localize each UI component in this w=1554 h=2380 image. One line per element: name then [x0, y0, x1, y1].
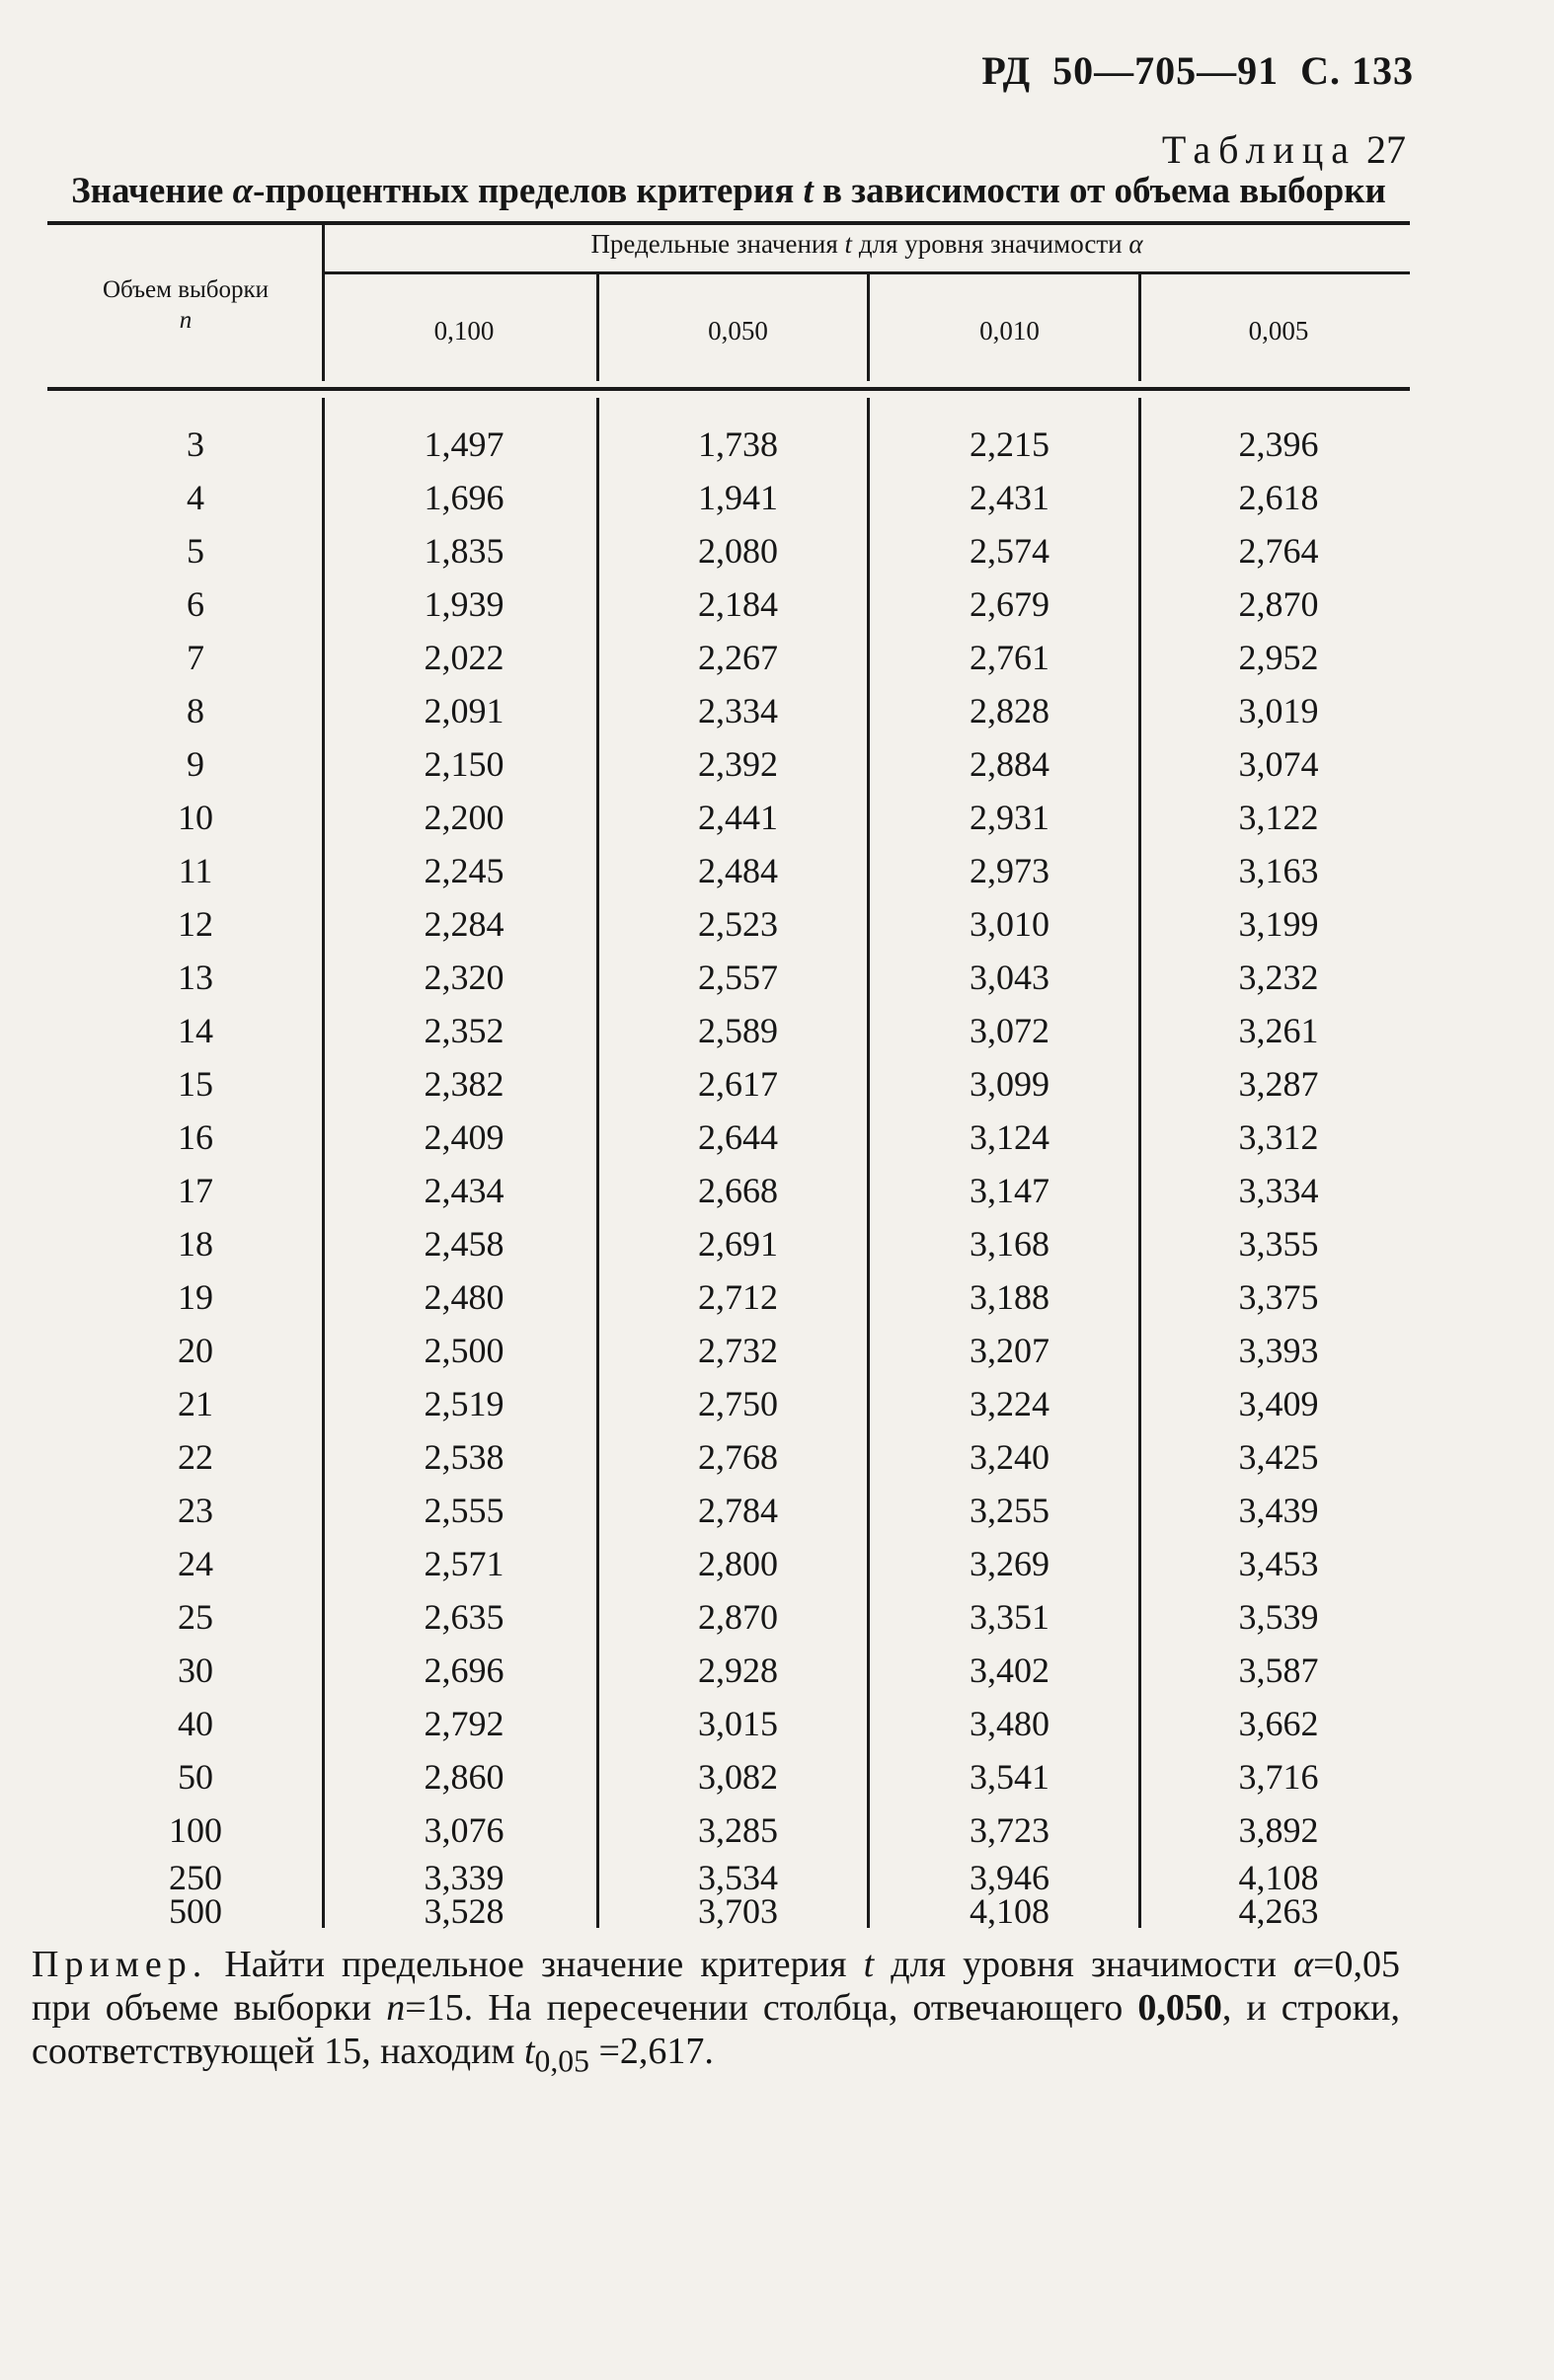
table-row	[0, 1004, 1554, 1057]
t-subscript: 0,05	[534, 2043, 589, 2079]
sample-size-label: Объем выборки	[102, 276, 270, 303]
value-cell: 3,425	[1238, 1437, 1319, 1477]
value-cell: 2,571	[424, 1544, 505, 1583]
value-cell: 2,800	[698, 1544, 778, 1583]
value-cell: 2,080	[698, 531, 778, 571]
sample-size-cell: 500	[169, 1891, 222, 1931]
value-cell: 3,393	[1238, 1331, 1319, 1370]
value-cell: 2,434	[424, 1171, 505, 1210]
value-cell: 2,519	[424, 1384, 505, 1423]
value-cell: 2,768	[698, 1437, 778, 1477]
doc-code: РД	[981, 48, 1032, 93]
value-cell: 2,696	[424, 1651, 505, 1690]
value-cell: 2,555	[424, 1491, 505, 1530]
table-title-part: Значение	[71, 171, 233, 211]
example-text: =0,05 при объеме выборки	[32, 1944, 1400, 2029]
sample-size-cell: 3	[187, 424, 204, 464]
sample-size-cell: 18	[178, 1224, 213, 1264]
value-cell: 2,458	[424, 1224, 505, 1264]
value-cell: 3,082	[698, 1757, 778, 1797]
n-symbol: n	[179, 307, 193, 335]
value-cell: 2,184	[698, 584, 778, 624]
table-row	[0, 1377, 1554, 1430]
value-cell: 2,523	[698, 904, 778, 944]
alpha-symbol: α	[1293, 1944, 1314, 1985]
table-title-part: -процентных пределов критерия	[253, 171, 804, 211]
sample-size-cell: 22	[178, 1437, 213, 1477]
value-cell: 3,147	[970, 1171, 1049, 1210]
value-cell: 3,703	[698, 1891, 778, 1931]
value-cell: 3,439	[1238, 1491, 1319, 1530]
value-cell: 4,108	[970, 1891, 1049, 1931]
value-cell: 3,188	[970, 1277, 1049, 1317]
sample-size-cell: 30	[178, 1651, 213, 1690]
table-row	[0, 684, 1554, 737]
value-cell: 4,108	[1238, 1858, 1319, 1897]
value-cell: 3,261	[1238, 1011, 1319, 1050]
value-cell: 2,538	[424, 1437, 505, 1477]
value-cell: 2,574	[970, 531, 1049, 571]
header-text: Предельные значения	[590, 229, 845, 259]
value-cell: 2,500	[424, 1331, 505, 1370]
value-cell: 3,019	[1238, 691, 1319, 730]
example-text: =15. На пересечении столбца, отвечающего	[405, 1987, 1138, 2029]
value-cell: 3,716	[1238, 1757, 1319, 1797]
sample-size-cell: 24	[178, 1544, 213, 1583]
sample-size-header	[47, 274, 324, 337]
value-cell: 3,312	[1238, 1117, 1319, 1157]
table-row	[0, 1697, 1554, 1750]
table-row	[0, 1860, 1554, 1895]
value-cell: 2,828	[970, 691, 1049, 730]
page-number: С. 133	[1300, 48, 1414, 93]
t-symbol: t	[803, 171, 814, 211]
sample-size-cell: 10	[178, 798, 213, 837]
example-text: для уровня значимости	[874, 1944, 1294, 1985]
value-cell: 3,124	[970, 1117, 1049, 1157]
value-cell: 1,939	[424, 584, 505, 624]
value-cell: 2,952	[1238, 638, 1319, 677]
sample-size-cell: 20	[178, 1331, 213, 1370]
value-cell: 3,232	[1238, 958, 1319, 997]
value-cell: 3,043	[970, 958, 1049, 997]
value-cell: 2,352	[424, 1011, 505, 1050]
sample-size-cell: 11	[178, 851, 213, 890]
sample-size-cell: 50	[178, 1757, 213, 1797]
sample-size-cell: 9	[187, 744, 204, 784]
value-cell: 3,662	[1238, 1704, 1319, 1743]
value-cell: 2,215	[970, 424, 1049, 464]
sample-size-cell: 7	[187, 638, 204, 677]
level-header-0010: 0,010	[979, 316, 1040, 345]
example-text: Найти предельное значение критерия	[207, 1944, 864, 1985]
value-cell: 2,382	[424, 1064, 505, 1104]
value-cell: 3,351	[970, 1597, 1049, 1637]
value-cell: 3,375	[1238, 1277, 1319, 1317]
value-cell: 2,441	[698, 798, 778, 837]
sample-size-cell: 17	[178, 1171, 213, 1210]
table-row	[0, 1644, 1554, 1697]
value-cell: 2,618	[1238, 478, 1319, 517]
table-row	[0, 897, 1554, 951]
sample-size-cell: 100	[169, 1810, 222, 1850]
example-label: Пример.	[32, 1944, 208, 1985]
doc-number: 50—705—91	[1052, 48, 1280, 93]
header-text: для уровня значимости	[852, 229, 1129, 259]
value-cell: 2,022	[424, 638, 505, 677]
value-cell: 3,015	[698, 1704, 778, 1743]
value-cell: 3,269	[970, 1544, 1049, 1583]
value-cell: 3,334	[1238, 1171, 1319, 1210]
value-cell: 3,076	[424, 1810, 505, 1850]
table-row	[0, 631, 1554, 684]
alpha-symbol: α	[232, 171, 254, 211]
value-cell: 3,402	[970, 1651, 1049, 1690]
value-cell: 2,860	[424, 1757, 505, 1797]
value-cell: 1,941	[698, 478, 778, 517]
value-cell: 3,587	[1238, 1651, 1319, 1690]
value-cell: 2,870	[1238, 584, 1319, 624]
value-cell: 3,285	[698, 1810, 778, 1850]
sample-size-cell: 16	[178, 1117, 213, 1157]
value-cell: 2,679	[970, 584, 1049, 624]
table-label-number: 27	[1366, 127, 1406, 172]
value-cell: 3,163	[1238, 851, 1319, 890]
table-label-word: Таблица	[1161, 127, 1357, 172]
value-cell: 3,287	[1238, 1064, 1319, 1104]
column-group-header	[324, 229, 1410, 260]
value-cell: 2,691	[698, 1224, 778, 1264]
value-cell: 3,892	[1238, 1810, 1319, 1850]
page-header	[981, 47, 1414, 94]
value-cell: 2,334	[698, 691, 778, 730]
sample-size-cell: 6	[187, 584, 204, 624]
value-cell: 2,409	[424, 1117, 505, 1157]
table-row	[0, 791, 1554, 844]
value-cell: 3,207	[970, 1331, 1049, 1370]
t-symbol: t	[863, 1944, 875, 1985]
alpha-symbol: α	[1128, 229, 1143, 259]
value-cell: 3,534	[698, 1858, 778, 1897]
bold-level-value: 0,050	[1137, 1987, 1222, 2029]
value-cell: 1,738	[698, 424, 778, 464]
value-cell: 3,480	[970, 1704, 1049, 1743]
table-row	[0, 1324, 1554, 1377]
value-cell: 3,224	[970, 1384, 1049, 1423]
value-cell: 2,764	[1238, 531, 1319, 571]
value-cell: 4,263	[1238, 1891, 1319, 1931]
value-cell: 2,484	[698, 851, 778, 890]
table-row	[0, 1164, 1554, 1217]
value-cell: 2,200	[424, 798, 505, 837]
value-cell: 2,870	[698, 1597, 778, 1637]
table-row	[0, 1804, 1554, 1857]
table-row	[0, 1217, 1554, 1270]
t-symbol: t	[844, 229, 853, 259]
value-cell: 2,668	[698, 1171, 778, 1210]
value-cell: 2,784	[698, 1491, 778, 1530]
sample-size-cell: 8	[187, 691, 204, 730]
value-cell: 2,761	[970, 638, 1049, 677]
value-cell: 3,339	[424, 1858, 505, 1897]
example-paragraph	[32, 1943, 1400, 2084]
value-cell: 3,122	[1238, 798, 1319, 837]
table-title-part: в зависимости от объема выборки	[813, 171, 1386, 211]
value-cell: 2,267	[698, 638, 778, 677]
table-row	[0, 1111, 1554, 1164]
value-cell: 3,099	[970, 1064, 1049, 1104]
value-cell: 2,431	[970, 478, 1049, 517]
table-label	[1162, 126, 1406, 173]
t-symbol: t	[523, 2031, 535, 2072]
value-cell: 2,732	[698, 1331, 778, 1370]
sample-size-cell: 14	[178, 1011, 213, 1050]
value-cell: 2,091	[424, 691, 505, 730]
value-cell: 2,557	[698, 958, 778, 997]
sample-size-cell: 21	[178, 1384, 213, 1423]
value-cell: 3,168	[970, 1224, 1049, 1264]
value-cell: 2,928	[698, 1651, 778, 1690]
value-cell: 1,835	[424, 531, 505, 571]
sample-size-cell: 5	[187, 531, 204, 571]
value-cell: 2,396	[1238, 424, 1319, 464]
value-cell: 1,497	[424, 424, 505, 464]
sample-size-cell: 250	[169, 1858, 222, 1897]
sample-size-cell: 19	[178, 1277, 213, 1317]
value-cell: 2,320	[424, 958, 505, 997]
level-header-0100: 0,100	[433, 316, 495, 345]
value-cell: 2,884	[970, 744, 1049, 784]
value-cell: 2,644	[698, 1117, 778, 1157]
table-row	[0, 1590, 1554, 1644]
header-bottom-rule	[47, 387, 1410, 391]
value-cell: 1,696	[424, 478, 505, 517]
sample-size-symbol	[47, 305, 324, 336]
sample-size-cell: 40	[178, 1704, 213, 1743]
value-cell: 2,284	[424, 904, 505, 944]
table-row	[0, 1430, 1554, 1484]
table-row	[0, 1057, 1554, 1111]
table-row	[0, 737, 1554, 791]
value-cell: 3,240	[970, 1437, 1049, 1477]
example-text: =2,617.	[588, 2031, 714, 2072]
table-row	[0, 844, 1554, 897]
n-symbol: n	[386, 1987, 406, 2029]
value-cell: 3,409	[1238, 1384, 1319, 1423]
value-cell: 3,528	[424, 1891, 505, 1931]
value-cell: 2,792	[424, 1704, 505, 1743]
table-row	[0, 418, 1554, 471]
value-cell: 3,010	[970, 904, 1049, 944]
value-cell: 3,946	[970, 1858, 1049, 1897]
value-cell: 3,199	[1238, 904, 1319, 944]
value-cell: 2,617	[698, 1064, 778, 1104]
level-header-0005: 0,005	[1248, 316, 1309, 345]
value-cell: 3,255	[970, 1491, 1049, 1530]
value-cell: 3,723	[970, 1810, 1049, 1850]
value-cell: 2,750	[698, 1384, 778, 1423]
value-cell: 2,150	[424, 744, 505, 784]
table-row	[0, 1537, 1554, 1590]
value-cell: 2,589	[698, 1011, 778, 1050]
table-row	[0, 577, 1554, 631]
value-cell: 3,541	[970, 1757, 1049, 1797]
value-cell: 3,074	[1238, 744, 1319, 784]
value-cell: 2,245	[424, 851, 505, 890]
sample-size-cell: 4	[187, 478, 204, 517]
value-cell: 3,539	[1238, 1597, 1319, 1637]
table-row	[0, 1484, 1554, 1537]
level-header-0050: 0,050	[708, 316, 768, 345]
example-text: , и строки, соответствующей 15, находим	[32, 1987, 1401, 2072]
value-cell: 2,973	[970, 851, 1049, 890]
value-cell: 3,453	[1238, 1544, 1319, 1583]
sample-size-cell: 25	[178, 1597, 213, 1637]
table-row	[0, 471, 1554, 524]
table-row	[0, 524, 1554, 577]
sample-size-cell: 13	[178, 958, 213, 997]
table-row	[0, 1893, 1554, 1929]
table-row	[0, 1750, 1554, 1804]
table-row	[0, 1270, 1554, 1324]
table-top-rule	[47, 221, 1410, 225]
value-cell: 2,931	[970, 798, 1049, 837]
table-row	[0, 951, 1554, 1004]
table-title	[61, 170, 1396, 212]
value-cell: 2,635	[424, 1597, 505, 1637]
value-cell: 2,392	[698, 744, 778, 784]
sample-size-cell: 23	[178, 1491, 213, 1530]
value-cell: 2,480	[424, 1277, 505, 1317]
sample-size-cell: 12	[178, 904, 213, 944]
value-cell: 2,712	[698, 1277, 778, 1317]
sample-size-cell: 15	[178, 1064, 213, 1104]
value-cell: 3,072	[970, 1011, 1049, 1050]
value-cell: 3,355	[1238, 1224, 1319, 1264]
